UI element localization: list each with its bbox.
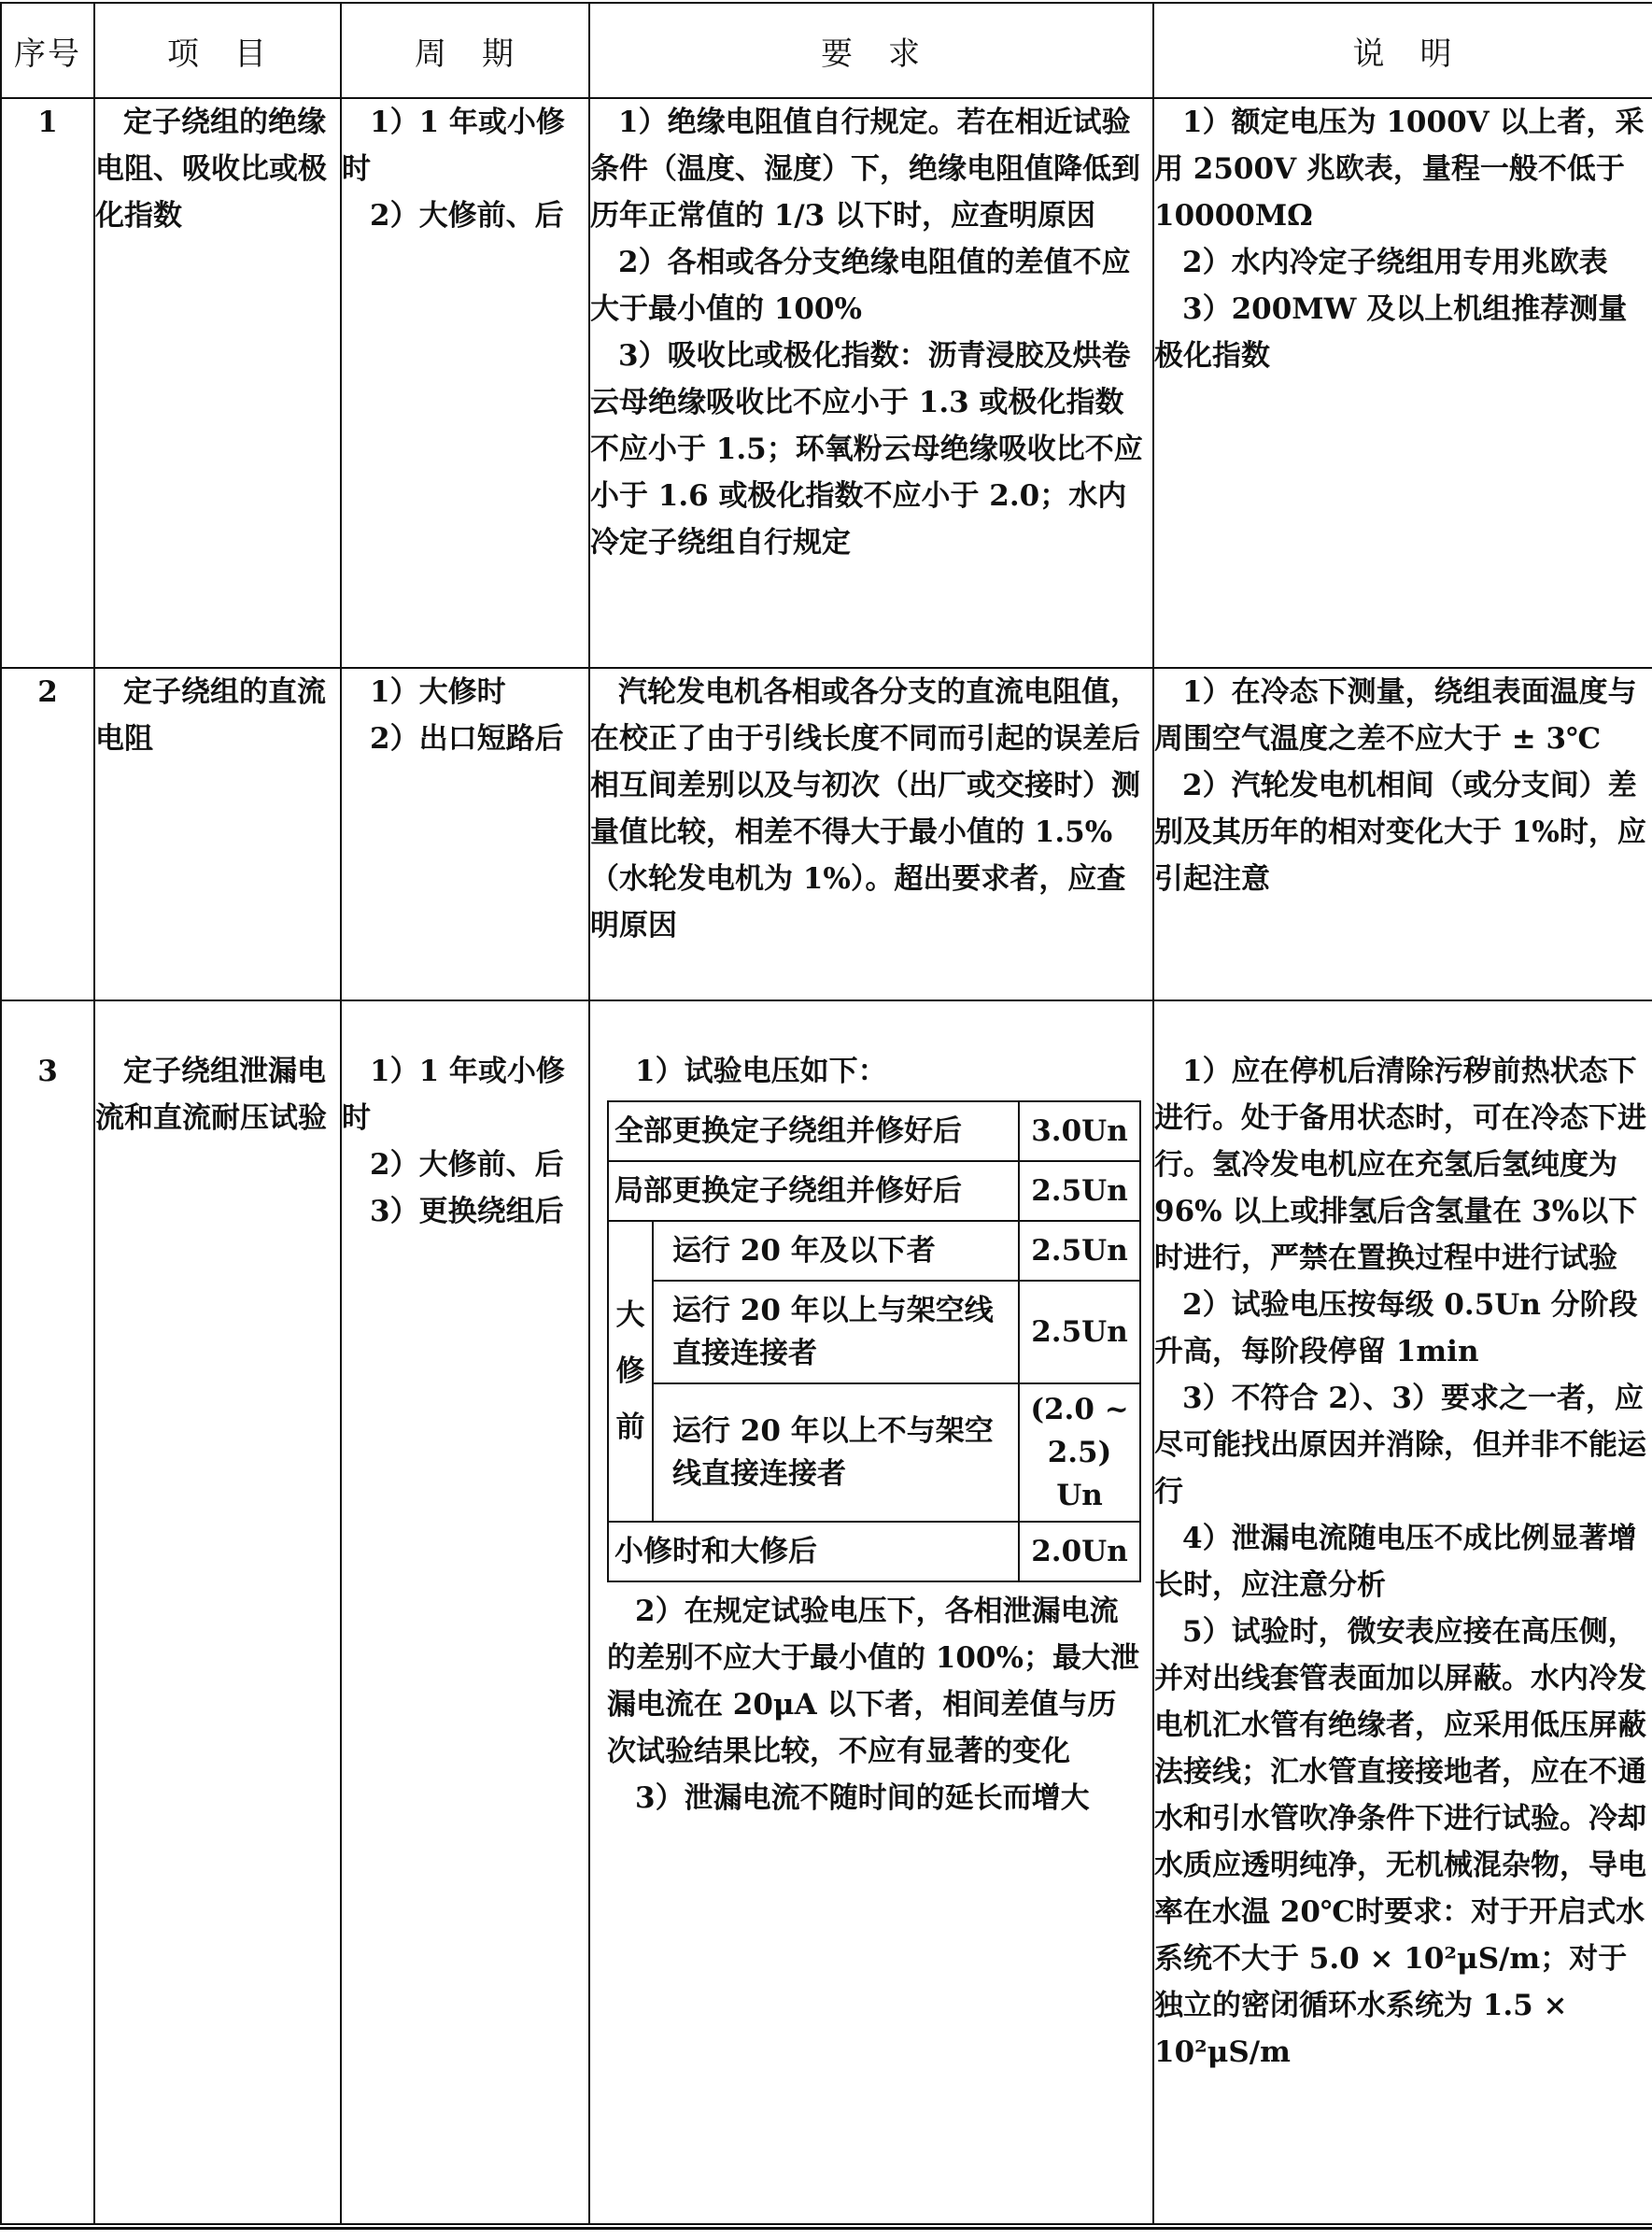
voltage-value: 2.0Un (1019, 1522, 1140, 1581)
item-cell (94, 98, 341, 668)
note-cell (1153, 98, 1652, 668)
note-para: 2）汽轮发电机相间（或分支间）差别及其历年的相对变化大于 1%时，应引起注意 (1154, 769, 1646, 896)
note-para: 3）不符合 2）、3）要求之一者，应尽可能找出原因并消除，但并非不能运行 (1154, 1382, 1646, 1509)
table-row (1, 1000, 1652, 2224)
item-cell (94, 1000, 341, 2224)
voltage-row (608, 1383, 1140, 1522)
requirement-para: 1）绝缘电阻值自行规定。若在相近试验条件（温度、湿度）下，绝缘电阻值降低到历年正常值的 1/3 以下时，应查明原因 (590, 106, 1140, 233)
before-overhaul-char: 前 (615, 1411, 645, 1444)
note-para: 3）200MW 及以上机组推荐测量极化指数 (1154, 292, 1628, 373)
requirement-para: 3）泄漏电流不随时间的延长而增大 (635, 1781, 1090, 1815)
period-cell (341, 1000, 589, 2224)
note-para: 5）试验时，微安表应接在高压侧，并对出线套管表面加以屏蔽。水内冷发电机汇水管有绝缘者，应采用低压屏蔽法接线；汇水管直接接地者，应在不通水和引水管吹净条件下进行试验。冷却水质应透明纯净，无机械混杂物，导电率在水温 20℃时要求：对于开启式水系统不大于 5.0 × 10²μS/m；对于独立的密闭循环水系统为 1.5 × 10²μS/m (1154, 1615, 1646, 2069)
table-row (1, 98, 1652, 668)
note-para: 2）试验电压按每级 0.5Un 分阶段升高，每阶段停留 1min (1154, 1288, 1638, 1368)
bottom-rule (0, 2227, 1652, 2230)
period-line: 2）大修前、后 (370, 1148, 564, 1182)
voltage-row (608, 1161, 1140, 1221)
note-para: 1）额定电压为 1000V 以上者，采用 2500V 兆欧表，量程一般不低于 10000MΩ (1154, 106, 1645, 233)
note-para: 4）泄漏电流随电压不成比例显著增长时，应注意分析 (1154, 1522, 1637, 1602)
header-row (1, 3, 1652, 98)
voltage-condition: 全部更换定子绕组并修好后 (608, 1101, 1019, 1161)
row-number: 1 (1, 98, 94, 668)
item-text: 定子绕组的绝缘电阻、吸收比或极化指数 (95, 106, 327, 233)
voltage-row (608, 1281, 1140, 1383)
item-text: 定子绕组泄漏电流和直流耐压试验 (95, 1055, 327, 1135)
voltage-value: 3.0Un (1019, 1101, 1140, 1161)
requirement-para: 2）各相或各分支绝缘电阻值的差值不应大于最小值的 100% (590, 246, 1131, 326)
note-cell (1153, 1000, 1652, 2224)
requirement-para: 2）在规定试验电压下，各相泄漏电流的差别不应大于最小值的 100%；最大泄漏电流在 20μA 以下者，相间差值与历次试验结果比较，不应有显著的变化 (607, 1595, 1139, 1768)
voltage-value: 2.5Un (1019, 1221, 1140, 1281)
voltage-condition: 运行 20 年以上与架空线直接连接者 (653, 1281, 1019, 1383)
voltage-condition: 运行 20 年及以下者 (653, 1221, 1019, 1281)
requirement-para: 3）吸收比或极化指数：沥青浸胶及烘卷云母绝缘吸收比不应小于 1.3 或极化指数不应小于 1.5；环氧粉云母绝缘吸收比不应小于 1.6 或极化指数不应小于 2.0；水内冷定子绕组自行规定 (590, 339, 1143, 560)
table-row (1, 668, 1652, 1000)
test-voltage-table (607, 1100, 1141, 1582)
requirement-intro: 1）试验电压如下： (635, 1055, 887, 1088)
requirement-cell (589, 98, 1153, 668)
header-period: 周 期 (341, 3, 589, 98)
voltage-row (608, 1101, 1140, 1161)
header-item: 项 目 (94, 3, 341, 98)
requirement-para: 汽轮发电机各相或各分支的直流电阻值，在校正了由于引线长度不同而引起的误差后相互间差别以及与初次（出厂或交接时）测量值比较，相差不得大于最小值的 1.5%（水轮发电机为 1%）。超出要求者，应查明原因 (590, 675, 1140, 943)
note-cell (1153, 668, 1652, 1000)
note-para: 1）应在停机后清除污秽前热状态下进行。处于备用状态时，可在冷态下进行。氢冷发电机应在充氢后氢纯度为 96% 以上或排氢后含氢量在 3%以下时进行，严禁在置换过程中进行试验 (1154, 1055, 1646, 1275)
period-line: 2）出口短路后 (370, 722, 564, 756)
requirement-cell (589, 1000, 1153, 2224)
test-items-table (0, 2, 1652, 2225)
header-note: 说 明 (1153, 3, 1652, 98)
requirement-cell (589, 668, 1153, 1000)
period-line: 1）大修时 (370, 675, 506, 709)
item-text: 定子绕组的直流电阻 (95, 675, 326, 756)
before-overhaul-char: 修 (615, 1354, 645, 1388)
voltage-condition: 局部更换定子绕组并修好后 (608, 1161, 1019, 1221)
item-cell (94, 668, 341, 1000)
header-seq: 序号 (1, 3, 94, 98)
period-line: 1）1 年或小修时 (342, 1055, 565, 1135)
voltage-value: 2.5Un (1019, 1281, 1140, 1383)
period-cell (341, 668, 589, 1000)
before-overhaul-label (608, 1221, 653, 1522)
period-cell (341, 98, 589, 668)
voltage-row (608, 1221, 1140, 1281)
row-number: 2 (1, 668, 94, 1000)
voltage-value: 2.5Un (1019, 1161, 1140, 1221)
period-line: 2）大修前、后 (370, 199, 564, 233)
row-number: 3 (1, 1000, 94, 2224)
note-para: 2）水内冷定子绕组用专用兆欧表 (1182, 246, 1608, 279)
period-line: 3）更换绕组后 (370, 1195, 564, 1228)
voltage-condition: 小修时和大修后 (608, 1522, 1019, 1581)
before-overhaul-char: 大 (615, 1298, 645, 1332)
voltage-value: (2.0 ~ 2.5) Un (1019, 1383, 1140, 1522)
voltage-condition: 运行 20 年以上不与架空线直接连接者 (653, 1383, 1019, 1522)
note-para: 1）在冷态下测量，绕组表面温度与周围空气温度之差不应大于 ± 3℃ (1154, 675, 1637, 756)
period-line: 1）1 年或小修时 (342, 106, 565, 186)
header-requirement: 要 求 (589, 3, 1153, 98)
voltage-row (608, 1522, 1140, 1581)
